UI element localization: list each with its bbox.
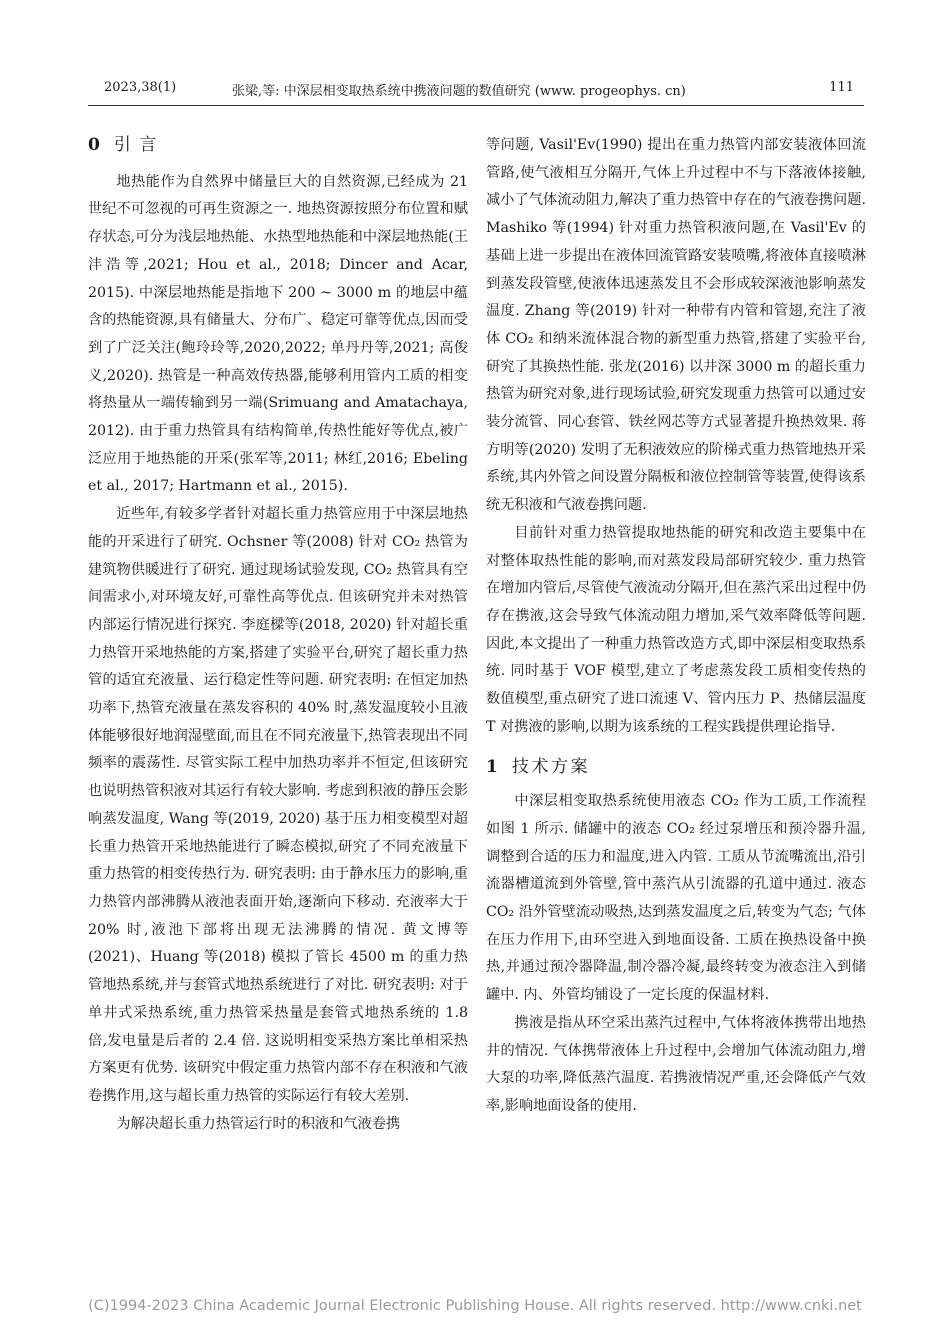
copyright-footer: (C)1994-2023 China Academic Journal Electronic Publishing House. All rights reserved. http://www.cnki.net	[88, 1298, 862, 1314]
section-number: 0	[88, 135, 100, 155]
paragraph: 目前针对重力热管提取地热能的研究和改造主要集中在对整体取热性能的影响,而对蒸发段局部研究较少. 重力热管在增加内管后,尽管使气液流动分隔开,但在蒸汽采出过程中仍存在携液,这会导致气体流动阻力增加,采气效率降低等问题. 因此,本文提出了一种重力热管改造方式,即中深层相变取热系统. 同时基于 VOF 模型,建立了考虑蒸发段工质相变传热的数值模型,重点研究了进口流速 V、管内压力 P、热储层温度 T 对携液的影响,以期为该系统的工程实践提供理论指导.	[486, 524, 866, 735]
paragraph: 地热能作为自然界中储量巨大的自然资源,已经成为 21 世纪不可忽视的可再生资源之一. 地热资源按照分布位置和赋存状态,可分为浅层地热能、水热型地热能和中深层地热能(王沣浩等,2021; Hou et al., 2018; Dincer and Acar, 2015). 中深层地热能是指地下 200 ~ 3000 m 的地层中蕴含的热能资源,具有储量大、分布广、稳定可靠等优点,因而受到了广泛关注(鲍玲玲等,2020,2022; 单丹丹等,2021; 高俊义,2020). 热管是一种高效传热器,能够利用管内工质的相变将热量从一端传输到另一端(Srimuang and Amatachaya, 2012). 由于重力热管具有结构简单,传热性能好等优点,被广泛应用于地热能的开采(张军等,2011; 林红,2016; Ebeling et al., 2017; Hartmann et al., 2015).	[88, 173, 468, 495]
running-title: 张梁,等: 中深层相变取热系统中携液问题的数值研究 (www. progeophys. cn)	[232, 84, 686, 99]
running-header	[104, 80, 854, 104]
paragraph: 为解决超长重力热管运行时的积液和气液卷携	[116, 1115, 401, 1132]
paragraph: 携液是指从环空采出蒸汽过程中,气体将液体携带出地热井的情况. 气体携带液体上升过程中,会增加气体流动阻力,增大泵的功率,降低蒸汽温度. 若携液情况严重,还会降低产气效率,影响地面设备的使用.	[486, 1014, 866, 1114]
section-heading-introduction	[88, 132, 468, 160]
right-column	[486, 132, 866, 1121]
section-number: 1	[486, 757, 498, 778]
left-column	[88, 132, 468, 1138]
section-heading-technical-scheme	[486, 754, 866, 782]
header-rule	[88, 105, 864, 106]
volume-issue: 2023,38(1)	[104, 80, 177, 95]
section-title: 技术方案	[511, 757, 591, 778]
section-title: 引言	[113, 135, 165, 155]
paragraph-continued: 等问题, Vasil'Ev(1990) 提出在重力热管内部安装液体回流管路,使气液相互分隔开,气体上升过程中不与下落液体接触,减小了气体流动阻力,解决了重力热管中存在的气液卷携问题. Mashiko 等(1994) 针对重力热管积液问题,在 Vasil'Ev 的基础上进一步提出在液体回流管路安装喷嘴,将液体直接喷淋到蒸发段管壁,使液体迅速蒸发且不会形成较深液池影响蒸发温度. Zhang 等(2019) 针对一种带有内管和管翅,充注了液体 CO₂ 和纳米流体混合物的新型重力热管,搭建了实验平台,研究了其换热性能. 张龙(2016) 以井深 3000 m 的超长重力热管为研究对象,进行现场试验,研究发现重力热管可以通过安装分流管、同心套管、铁丝网芯等方式显著提升换热效果. 蒋方明等(2020) 发明了无积液效应的阶梯式重力热管地热开采系统,其内外管之间设置分隔板和液位控制管等装置,使得该系统无积液和气液卷携问题.	[486, 137, 866, 514]
paragraph: 中深层相变取热系统使用液态 CO₂ 作为工质,工作流程如图 1 所示. 储罐中的液态 CO₂ 经过泵增压和预冷器升温,调整到合适的压力和温度,进入内管. 工质从节流嘴流出,沿引流器槽道流到外管壁,管中蒸汽从引流器的孔道中通过. 液态 CO₂ 沿外管壁流动吸热,达到蒸发温度之后,转变为气态; 气体在压力作用下,由环空进入到地面设备. 工质在换热设备中换热,并通过预冷器降温,制冷器冷凝,最终转变为液态注入到储罐中. 内、外管均铺设了一定长度的保温材料.	[486, 793, 866, 1004]
page-number: 111	[829, 80, 854, 95]
paragraph: 近些年,有较多学者针对超长重力热管应用于中深层地热能的开采进行了研究. Ochsner 等(2008) 针对 CO₂ 热管为建筑物供暖进行了研究. 通过现场试验发现, CO₂ 热管具有空间需求小,对环境友好,可靠性高等优点. 但该研究并未对热管内部运行情况进行探究. 李庭樑等(2018, 2020) 针对超长重力热管开采地热能的方案,搭建了实验平台,研究了超长重力热管的适宜充液量、运行稳定性等问题. 研究表明: 在恒定加热功率下,热管充液量在蒸发容积的 40% 时,蒸发温度较小且液体能够很好地润湿壁面,而且在不同充液量下,热管表现出不同频率的震荡性. 尽管实际工程中加热功率并不恒定,但该研究也说明热管积液对其运行有较大影响. 考虑到积液的静压会影响蒸发温度, Wang 等(2019, 2020) 基于压力相变模型对超长重力热管开采地热能进行了瞬态模拟,研究了不同充液量下重力热管的相变传热行为. 研究表明: 由于静水压力的影响,重力热管内部沸腾从液池表面开始,逐渐向下移动. 充液率大于 20% 时,液池下部将出现无法沸腾的情况. 黄文博等(2021)、Huang 等(2018) 模拟了管长 4500 m 的重力热管地热系统,并与套管式地热系统进行了对比. 研究表明: 对于单井式采热系统,重力热管采热量是套管式地热系统的 1.8 倍,发电量是后者的 2.4 倍. 这说明相变采热方案比单相采热方案更有优势. 该研究中假定重力热管内部不存在积液和气液卷携作用,这与超长重力热管的实际运行有较大差别.	[88, 506, 468, 1104]
